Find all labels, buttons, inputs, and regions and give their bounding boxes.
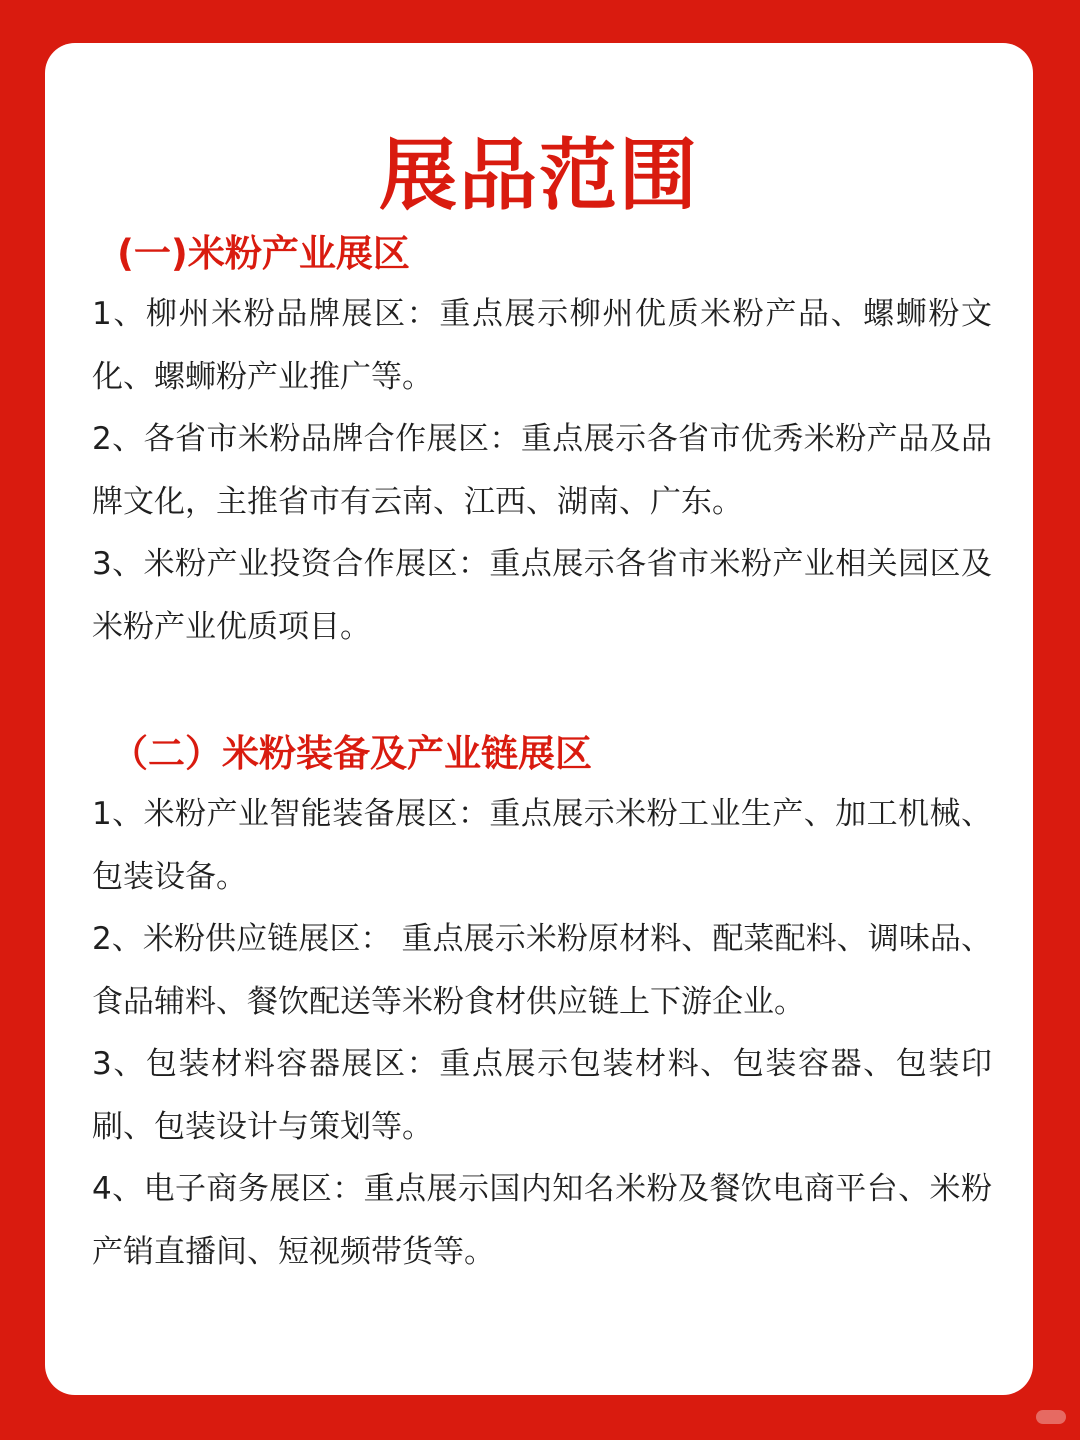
list-item: 2、米粉供应链展区： 重点展示米粉原材料、配菜配料、调味品、食品辅料、餐饮配送等米粉食材供应链上下游企业。 — [92, 921, 992, 1020]
list-item: 1、米粉产业智能装备展区：重点展示米粉工业生产、加工机械、包装设备。 — [92, 796, 992, 895]
list-item: 3、包装材料容器展区：重点展示包装材料、包装容器、包装印刷、包装设计与策划等。 — [92, 1046, 992, 1145]
section-list-equipment-supply-chain — [92, 783, 992, 1283]
section-list-rice-noodle-industry — [92, 283, 992, 658]
list-item: 3、米粉产业投资合作展区：重点展示各省市米粉产业相关园区及米粉产业优质项目。 — [92, 546, 992, 645]
list-item: 1、柳州米粉品牌展区：重点展示柳州优质米粉产品、螺蛳粉文化、螺蛳粉产业推广等。 — [92, 296, 992, 395]
watermark-logo — [1036, 1410, 1066, 1424]
section-heading-equipment-supply-chain: （二）米粉装备及产业链展区 — [111, 732, 592, 775]
section-heading-rice-noodle-industry: (一)米粉产业展区 — [117, 232, 410, 275]
content-card — [45, 43, 1033, 1395]
list-item: 4、电子商务展区：重点展示国内知名米粉及餐饮电商平台、米粉产销直播间、短视频带货等。 — [92, 1171, 992, 1270]
page-title: 展品范围 — [378, 131, 699, 221]
list-item: 2、各省市米粉品牌合作展区：重点展示各省市优秀米粉产品及品牌文化，主推省市有云南、江西、湖南、广东。 — [92, 421, 992, 520]
